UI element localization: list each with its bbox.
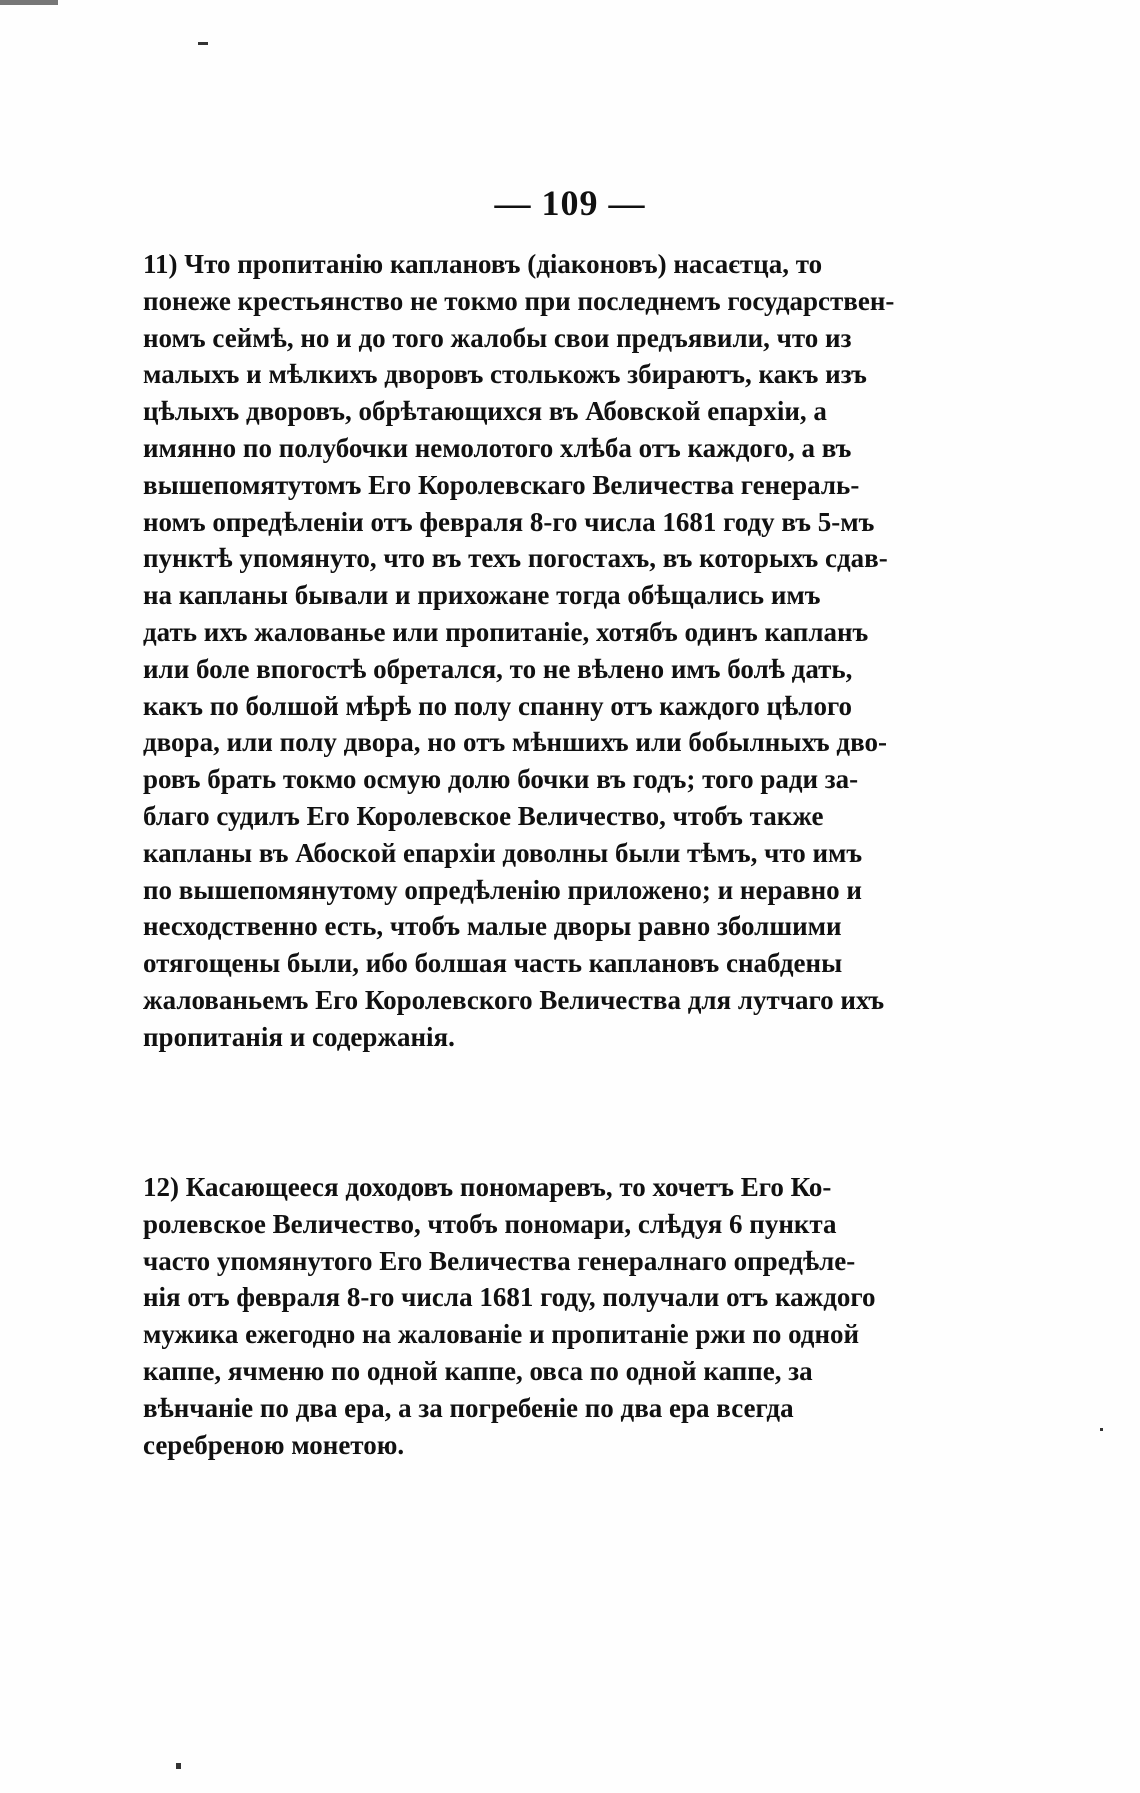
text-line: пропитанія и содержанія.: [143, 1021, 455, 1052]
text-line: мужика ежегодно на жалованіе и пропитаніе ржи по одной: [143, 1319, 860, 1350]
text-line: двора, или полу двора, но отъ мѣншихъ или бобылныхъ дво-: [143, 727, 887, 758]
text-line: номъ опредѣленіи отъ февраля 8-го числа 1681 году въ 5-мъ: [143, 506, 875, 537]
speck-mark: [176, 1763, 181, 1769]
text-line: ролевское Величество, чтобъ пономари, слѣдуя 6 пункта: [143, 1208, 837, 1239]
text-line: несходственно есть, чтобъ малые дворы равно зболшими: [143, 911, 842, 942]
text-line: цѣлыхъ дворовъ, обрѣтающихся въ Абовской епархіи, а: [143, 396, 827, 427]
text-line: благо судилъ Его Королевское Величество, чтобъ также: [143, 800, 824, 831]
text-line: капланы въ Абоской епархіи доволны были тѣмъ, что имъ: [143, 837, 863, 868]
speck-mark: [1100, 1428, 1103, 1431]
text-line: нія отъ февраля 8-го числа 1681 году, получали отъ каждого: [143, 1282, 876, 1313]
text-line: понеже крестьянство не токмо при последнемъ государствен-: [143, 285, 895, 316]
text-line: серебреною монетою.: [143, 1429, 405, 1460]
text-line: вышепомятутомъ Его Королевскаго Величества генераль-: [143, 469, 860, 500]
page-number: — 109 —: [494, 183, 646, 223]
text-line: отягощены были, ибо болшая часть каплановъ снабдены: [143, 948, 843, 979]
text-line: 12) Касающееся доходовъ пономаревъ, то хочетъ Его Ко-: [143, 1172, 832, 1202]
text-line: 11) Что пропитанію каплановъ (діаконовъ) насаєтца, то: [143, 249, 823, 279]
text-line: имянно по полубочки немолотого хлѣба отъ каждого, а въ: [143, 432, 852, 463]
text-line: часто упомянутого Его Величества генералнаго опредѣле-: [143, 1245, 856, 1276]
text-line: дать ихъ жалованье или пропитаніе, хотябъ одинъ капланъ: [143, 616, 869, 647]
speck-mark: [198, 42, 208, 45]
text-line: какъ по болшой мѣрѣ по полу спанну отъ каждого цѣлого: [143, 690, 853, 721]
scan-edge-mark: [0, 0, 58, 5]
paragraph-12: [143, 1169, 935, 1463]
text-line: малыхъ и мѣлкихъ дворовъ столькожъ збираютъ, какъ изъ: [143, 359, 867, 390]
text-line: жалованьемъ Его Королевского Величества для лутчаго ихъ: [143, 984, 885, 1015]
text-line: пунктѣ упомянуто, что въ техъ погостахъ, въ которыхъ сдав-: [143, 543, 888, 574]
text-line: или боле впогостѣ обретался, то не вѣлено имъ болѣ дать,: [143, 653, 853, 684]
text-line: по вышепомянутому опредѣленію приложено; и неравно и: [143, 874, 862, 905]
text-line: на капланы бывали и прихожане тогда обѣщались имъ: [143, 580, 821, 611]
text-line: ровъ брать токмо осмую долю бочки въ годъ; того ради за-: [143, 764, 859, 795]
paragraph-11: [143, 246, 935, 1056]
text-line: номъ сеймѣ, но и до того жалобы свои предъявили, что из: [143, 322, 852, 353]
text-line: каппе, ячменю по одной каппе, овса по одной каппе, за: [143, 1355, 813, 1386]
text-line: вѣнчаніе по два ера, а за погребеніе по два ера всегда: [143, 1392, 794, 1423]
